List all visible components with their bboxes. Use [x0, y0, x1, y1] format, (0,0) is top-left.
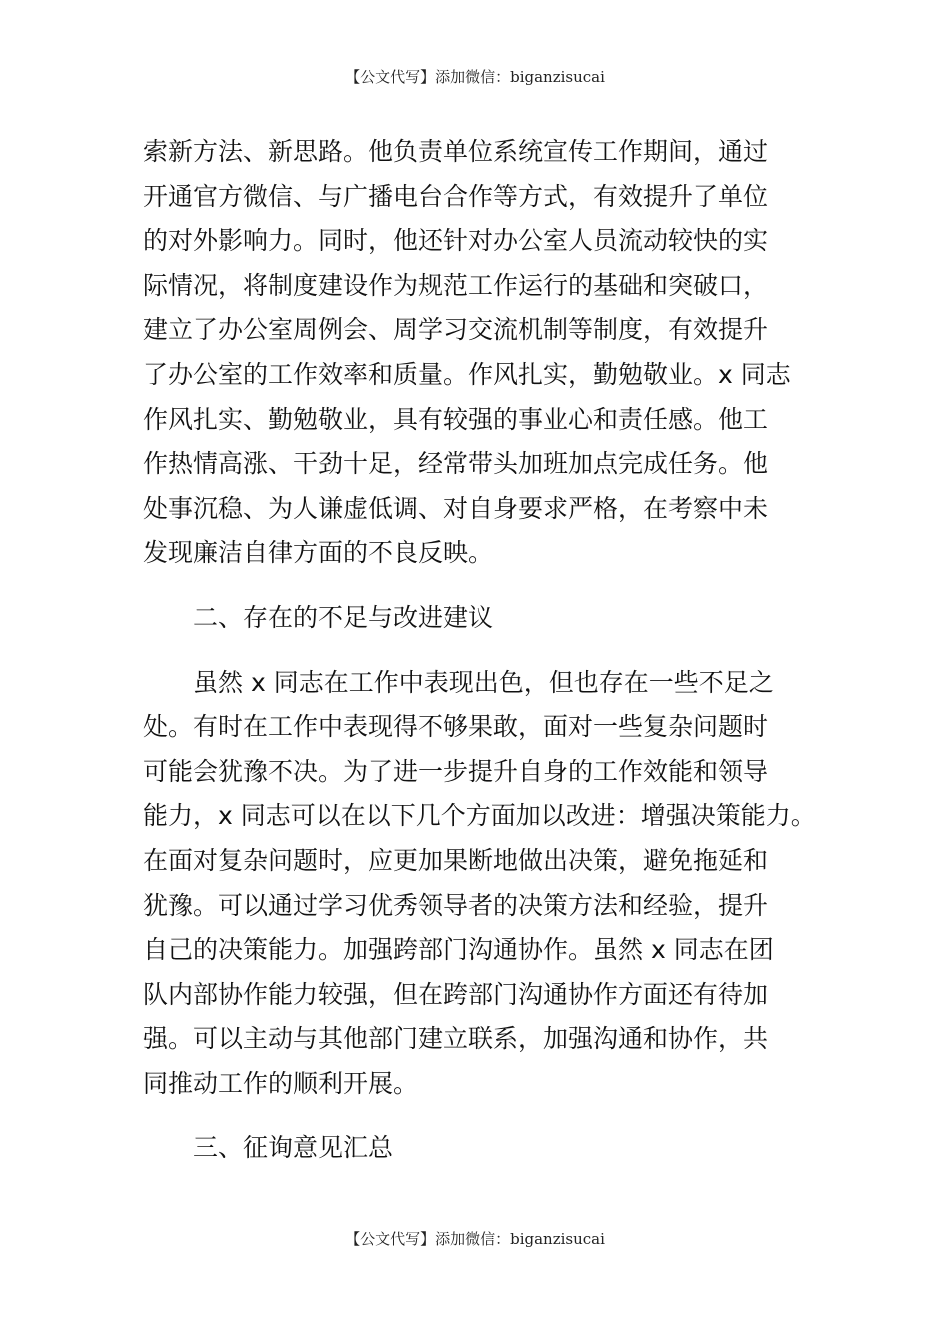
text-line: 在面对复杂问题时，应更加果断地做出决策，避免拖延和: [143, 845, 769, 875]
text-line: 开通官方微信、与广播电台合作等方式，有效提升了单位: [143, 181, 769, 211]
text-line: 犹豫。可以通过学习优秀领导者的决策方法和经验，提升: [143, 890, 769, 920]
paragraph-shortcomings: [143, 661, 818, 1107]
text-line: 队内部协作能力较强，但在跨部门沟通协作方面还有待加: [143, 979, 769, 1009]
document-body: [143, 130, 818, 1171]
text-line: 了办公室的工作效率和质量。作风扎实，勤勉敬业。x 同志: [143, 359, 791, 389]
footer-contact-note: 【公文代写】添加微信：biganzisucai: [345, 1230, 605, 1248]
text-line: 作热情高涨、干劲十足，经常带头加班加点完成任务。他: [143, 449, 769, 479]
paragraph-performance: [143, 130, 818, 576]
text-line: 际情况，将制度建设作为规范工作运行的基础和突破口，: [143, 270, 769, 300]
text-line: 能力，x 同志可以在以下几个方面加以改进：增强决策能力。: [143, 801, 816, 831]
section-heading-shortcomings: 二、存在的不足与改进建议: [193, 602, 494, 632]
header-contact-note: 【公文代写】添加微信：biganzisucai: [345, 68, 605, 86]
text-line: 的对外影响力。同时，他还针对办公室人员流动较快的实: [143, 226, 769, 256]
text-line: 同推动工作的顺利开展。: [143, 1068, 419, 1098]
text-line: 虽然 x 同志在工作中表现出色，但也存在一些不足之: [193, 667, 774, 697]
section-heading-opinions: 三、征询意见汇总: [193, 1133, 394, 1163]
text-line: 可能会犹豫不决。为了进一步提升自身的工作效能和领导: [143, 756, 769, 786]
text-line: 处事沉稳、为人谦虚低调、对自身要求严格，在考察中未: [143, 493, 769, 523]
text-line: 作风扎实、勤勉敬业，具有较强的事业心和责任感。他工: [143, 404, 769, 434]
text-line: 发现廉洁自律方面的不良反映。: [143, 538, 494, 568]
text-line: 自己的决策能力。加强跨部门沟通协作。虽然 x 同志在团: [143, 935, 774, 965]
text-line: 索新方法、新思路。他负责单位系统宣传工作期间，通过: [143, 137, 769, 166]
text-line: 建立了办公室周例会、周学习交流机制等制度，有效提升: [143, 315, 769, 345]
text-line: 强。可以主动与其他部门建立联系，加强沟通和协作，共: [143, 1024, 769, 1054]
text-line: 处。有时在工作中表现得不够果敢，面对一些复杂问题时: [143, 712, 769, 742]
